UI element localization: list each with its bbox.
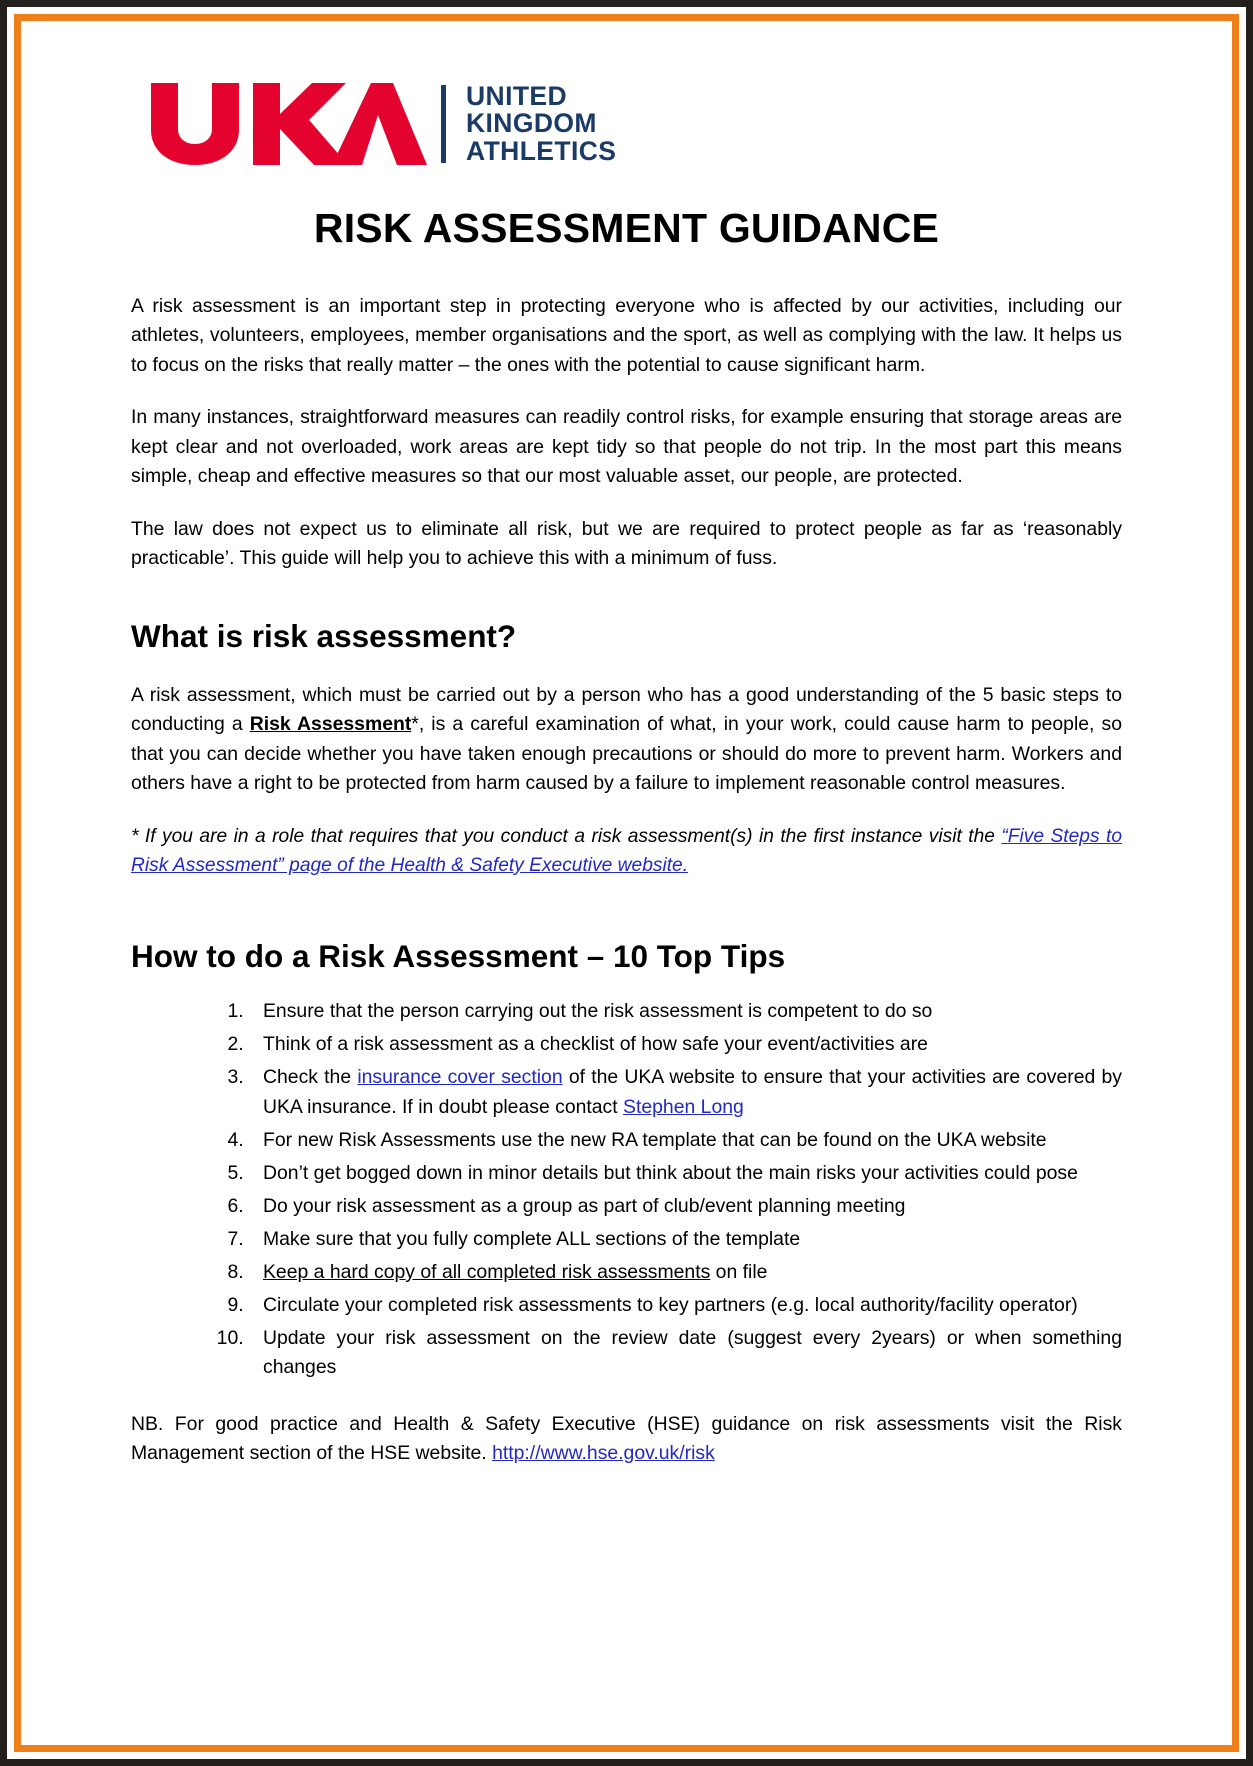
tip-text-2: Think of a risk assessment as a checklist of how safe your event/activities are <box>263 1033 928 1056</box>
list-item <box>249 1324 1122 1382</box>
top-tips-list <box>131 997 1122 1382</box>
para-tail-text: *, is a careful examination of what, in your work, could cause harm to people, so that you can decide whether you have taken enough precautions or should do more to prevent harm. Workers and others have a right to be protected from harm caused by a failure to implement reasonable control measures. <box>131 713 1122 795</box>
tip-text-3-lead: Check the <box>263 1066 358 1089</box>
intro-paragraph-1: A risk assessment is an important step in protecting everyone who is affected by our activities, including our athletes, volunteers, employees, member organisations and the sport, as well as complying with the law. It helps us to focus on the risks that really matter – the ones with the potential to cause significant harm. <box>131 295 1122 376</box>
logo-line-3: ATHLETICS <box>466 135 617 166</box>
tip-text-10: Update your risk assessment on the review date (suggest every 2years) or when something changes <box>263 1327 1122 1379</box>
list-item <box>249 1225 1122 1254</box>
logo-line-1: UNITED <box>466 80 568 111</box>
section-heading-what-is-risk-assessment: What is risk assessment? <box>131 617 517 654</box>
five-steps-to-risk-assessment-link[interactable]: “Five Steps to Risk Assessment” page of the Health & Safety Executive website. <box>131 825 1122 876</box>
list-item <box>249 1030 1122 1059</box>
risk-assessment-emphasis: Risk Assessment <box>249 713 412 736</box>
list-item <box>249 1063 1122 1121</box>
tip-text-1: Ensure that the person carrying out the risk assessment is competent to do so <box>263 1000 933 1023</box>
what-is-risk-assessment-paragraph <box>131 681 1122 799</box>
list-item <box>249 1126 1122 1155</box>
tip-text-7: Make sure that you fully complete ALL sections of the template <box>263 1227 801 1250</box>
logo-wordmark <box>466 80 617 166</box>
logo-divider <box>441 85 446 163</box>
section-heading-top-tips: How to do a Risk Assessment – 10 Top Tips <box>131 938 786 975</box>
page-title: RISK ASSESSMENT GUIDANCE <box>313 205 940 251</box>
uka-logo <box>149 65 1122 183</box>
tip-text-9: Circulate your completed risk assessments to key partners (e.g. local authority/facility operator) <box>263 1294 1078 1317</box>
list-item <box>249 1291 1122 1320</box>
stephen-long-contact-link[interactable]: Stephen Long <box>623 1095 744 1118</box>
list-item <box>249 997 1122 1026</box>
list-item <box>249 1192 1122 1221</box>
hse-website-url-link[interactable]: http://www.hse.gov.uk/risk <box>492 1441 715 1464</box>
nb-note-paragraph <box>131 1410 1122 1469</box>
list-item <box>249 1258 1122 1287</box>
page-inner-border <box>14 14 1239 1752</box>
intro-paragraph-3: The law does not expect us to eliminate all risk, but we are required to protect people as far as ‘reasonably practicable’. This guide will help you to achieve this with a minimum of fuss. <box>131 517 1122 570</box>
tip-text-6: Do your risk assessment as a group as part of club/event planning meeting <box>263 1194 906 1217</box>
list-item <box>249 1159 1122 1188</box>
tip-text-4: For new Risk Assessments use the new RA template that can be found on the UKA website <box>263 1128 1047 1151</box>
logo-line-2: KINGDOM <box>466 108 597 139</box>
tip-text-3-mid: of the UKA website to ensure that your activities are covered by UKA insurance. If in doubt please contact <box>263 1066 1122 1118</box>
footnote-paragraph <box>131 822 1122 880</box>
tip-text-8-underlined: Keep a hard copy of all completed risk assessments <box>263 1261 711 1284</box>
uka-logomark-icon <box>149 81 427 167</box>
footnote-lead-text: * If you are in a role that requires that you conduct a risk assessment(s) in the first instance visit the <box>131 825 1002 847</box>
tip-text-8-tail: on file <box>710 1261 768 1284</box>
tip-text-5: Don’t get bogged down in minor details but think about the main risks your activities could pose <box>263 1161 1078 1184</box>
para-lead-text: A risk assessment, which must be carried out by a person who has a good understanding of the 5 basic steps to conducting a <box>131 683 1122 736</box>
document-sheet <box>35 35 1218 1731</box>
insurance-cover-section-link[interactable]: insurance cover section <box>357 1066 563 1089</box>
nb-lead-text: NB. For good practice and Health & Safety Executive (HSE) guidance on risk assessments visit the Risk Management section of the HSE website. <box>131 1412 1122 1464</box>
intro-paragraph-2: In many instances, straightforward measures can readily control risks, for example ensuring that storage areas are kept clear and not overloaded, work areas are kept tidy so that people do not trip. In the most part this means simple, cheap and effective measures so that our most valuable asset, our people, are protected. <box>131 406 1122 488</box>
